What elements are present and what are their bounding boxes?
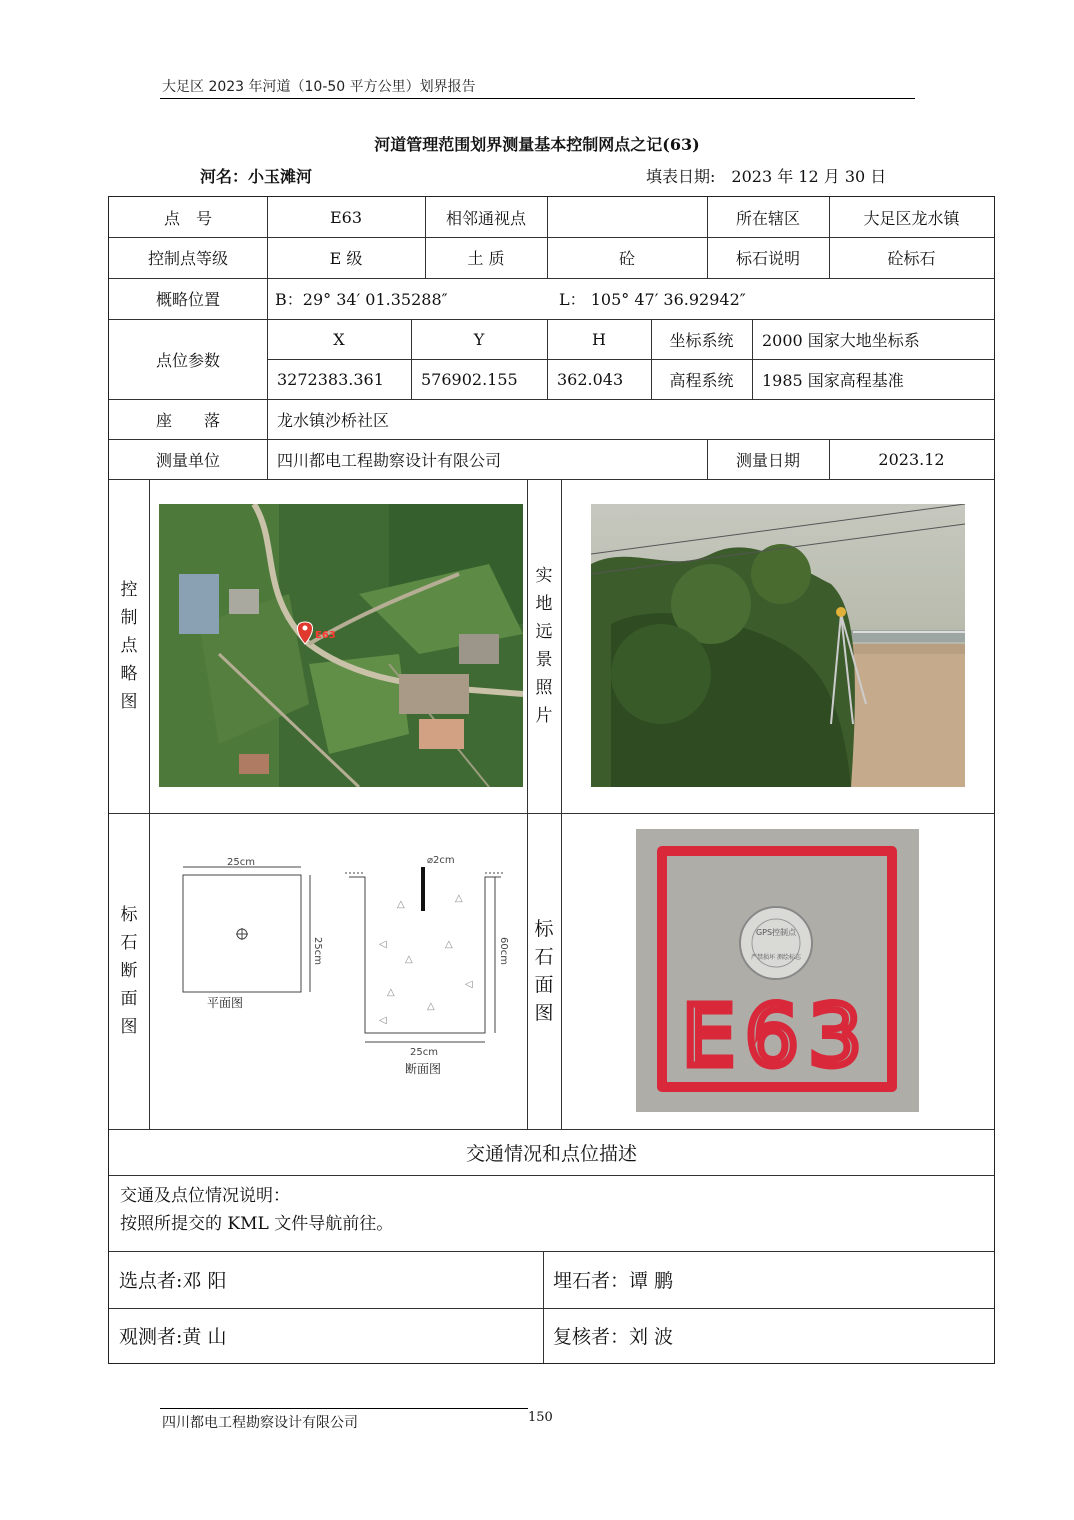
svg-text:◁: ◁ [379,939,387,950]
sketch-map-image [159,504,523,787]
y-value: 576902.155 [421,369,518,389]
location-label: 概略位置 [155,290,220,309]
observer: 观测者:黄 山 [119,1326,227,1348]
survey-date-label: 测量日期 [735,450,800,470]
stone-section-diagram [165,837,525,1109]
control-point-table [108,196,995,1364]
vertical-label-char: 断 [120,961,138,981]
survey-unit-value: 四川都电工程勘察设计有限公司 [277,450,502,470]
vertical-label-char: 点 [120,636,138,656]
disc-top-text: GPS控制点 [755,928,797,937]
section-width-label: 25cm [410,1047,438,1058]
height-system-label: 高程系统 [669,370,734,390]
vertical-label-char: 片 [535,706,553,726]
svg-text:△: △ [405,954,413,965]
svg-text:◁: ◁ [379,1015,387,1026]
field-photo-image [591,504,965,787]
height-system-value: 1985 国家高程基准 [762,370,904,390]
footer-company: 四川都电工程勘察设计有限公司 [162,1415,358,1431]
stone-face-text: E63 [682,987,872,1085]
vertical-label-char: 实 [535,566,553,586]
soil-value: 砼 [618,249,635,268]
map-marker-label: E63 [315,630,336,641]
vertical-label-char: 石 [120,933,138,953]
selector: 选点者:邓 阳 [119,1270,227,1292]
document-title: 河道管理范围划界测量基本控制网点之记(63) [374,135,700,154]
traffic-heading: 交通情况和点位描述 [465,1142,637,1165]
vertical-label-char: 石 [534,946,554,968]
footer-rule [160,1408,528,1409]
svg-text:△: △ [387,987,395,998]
vertical-label-char: 略 [120,664,138,684]
report-header: 大足区 2023 年河道（10-50 平方公里）划界报告 [162,79,476,95]
fill-date-label: 填表日期: [646,167,716,186]
section-label [109,813,149,1129]
vertical-label-char: 标 [120,905,138,925]
traffic-line-1: 交通及点位情况说明： [120,1186,290,1206]
marker-label: 标石说明 [735,249,800,268]
longitude-value: L： 105° 47′ 36.92942″ [559,290,746,309]
adjacent-point-label: 相邻通视点 [445,208,526,228]
point-no-value: E63 [329,207,363,227]
section-top-label: ⌀2cm [427,855,455,866]
plan-height-label: 25cm [312,937,323,965]
svg-text:△: △ [427,1001,435,1012]
seat-value: 龙水镇沙桥社区 [277,410,390,430]
district-label: 所在辖区 [735,208,800,228]
section-height-label: 60cm [498,937,509,965]
disc-bottom-text: 严禁损坏 测绘标志 [751,954,801,961]
vertical-label-char: 面 [120,989,138,1009]
coord-system-value: 2000 国家大地坐标系 [762,330,920,350]
plan-width-label: 25cm [227,857,255,868]
vertical-label-char: 照 [535,678,553,698]
traffic-line-2: 按照所提交的 KML 文件导航前往。 [120,1214,394,1234]
sketch-label [109,479,149,813]
svg-text:△: △ [445,939,453,950]
vertical-label-char: 图 [120,1017,138,1037]
soil-label: 土 质 [467,249,505,268]
survey-date-value: 2023.12 [878,449,945,469]
vertical-label-char: 图 [534,1002,554,1024]
header-rule [160,98,915,99]
grade-label: 控制点等级 [147,249,228,268]
coord-system-label: 坐标系统 [669,330,734,350]
burier: 埋石者：谭 鹏 [553,1270,674,1292]
svg-text:△: △ [455,893,463,904]
face-label [527,813,561,1129]
fill-date-value: 2023 年 12 月 30 日 [731,167,887,186]
params-label: 点位参数 [155,350,220,370]
svg-text:△: △ [397,899,405,910]
checker: 复核者：刘 波 [553,1326,674,1348]
latitude-value: B：29° 34′ 01.35288″ [275,290,448,309]
fill-date [646,164,886,187]
page-number: 150 [528,1410,553,1425]
photo-label [527,479,561,813]
vertical-label-char: 控 [120,580,138,600]
district-value: 大足区龙水镇 [863,208,960,228]
vertical-label-char: 远 [535,622,553,642]
h-value: 362.043 [557,369,624,389]
river-name: 河名：小玉滩河 [200,167,313,186]
y-header: Y [473,329,485,349]
svg-text:◁: ◁ [465,979,473,990]
stone-face-photo [636,829,919,1112]
survey-unit-label: 测量单位 [155,450,220,470]
vertical-label-char: 面 [534,974,554,996]
gps-disc-icon [740,907,812,979]
x-header: X [333,329,345,349]
grade-value: E 级 [329,249,363,268]
vertical-label-char: 地 [535,594,553,614]
vertical-label-char: 标 [534,918,554,940]
vertical-label-char: 制 [120,608,138,628]
plan-caption: 平面图 [207,996,244,1010]
adjacent-point-value [547,197,707,237]
point-no-label: 点 号 [163,208,212,228]
h-header: H [592,329,606,349]
marker-value: 砼标石 [887,249,936,268]
section-caption: 断面图 [405,1062,442,1076]
x-value: 3272383.361 [277,369,384,389]
seat-label: 座 落 [155,410,220,430]
vertical-label-char: 景 [535,650,553,670]
vertical-label-char: 图 [120,692,138,712]
